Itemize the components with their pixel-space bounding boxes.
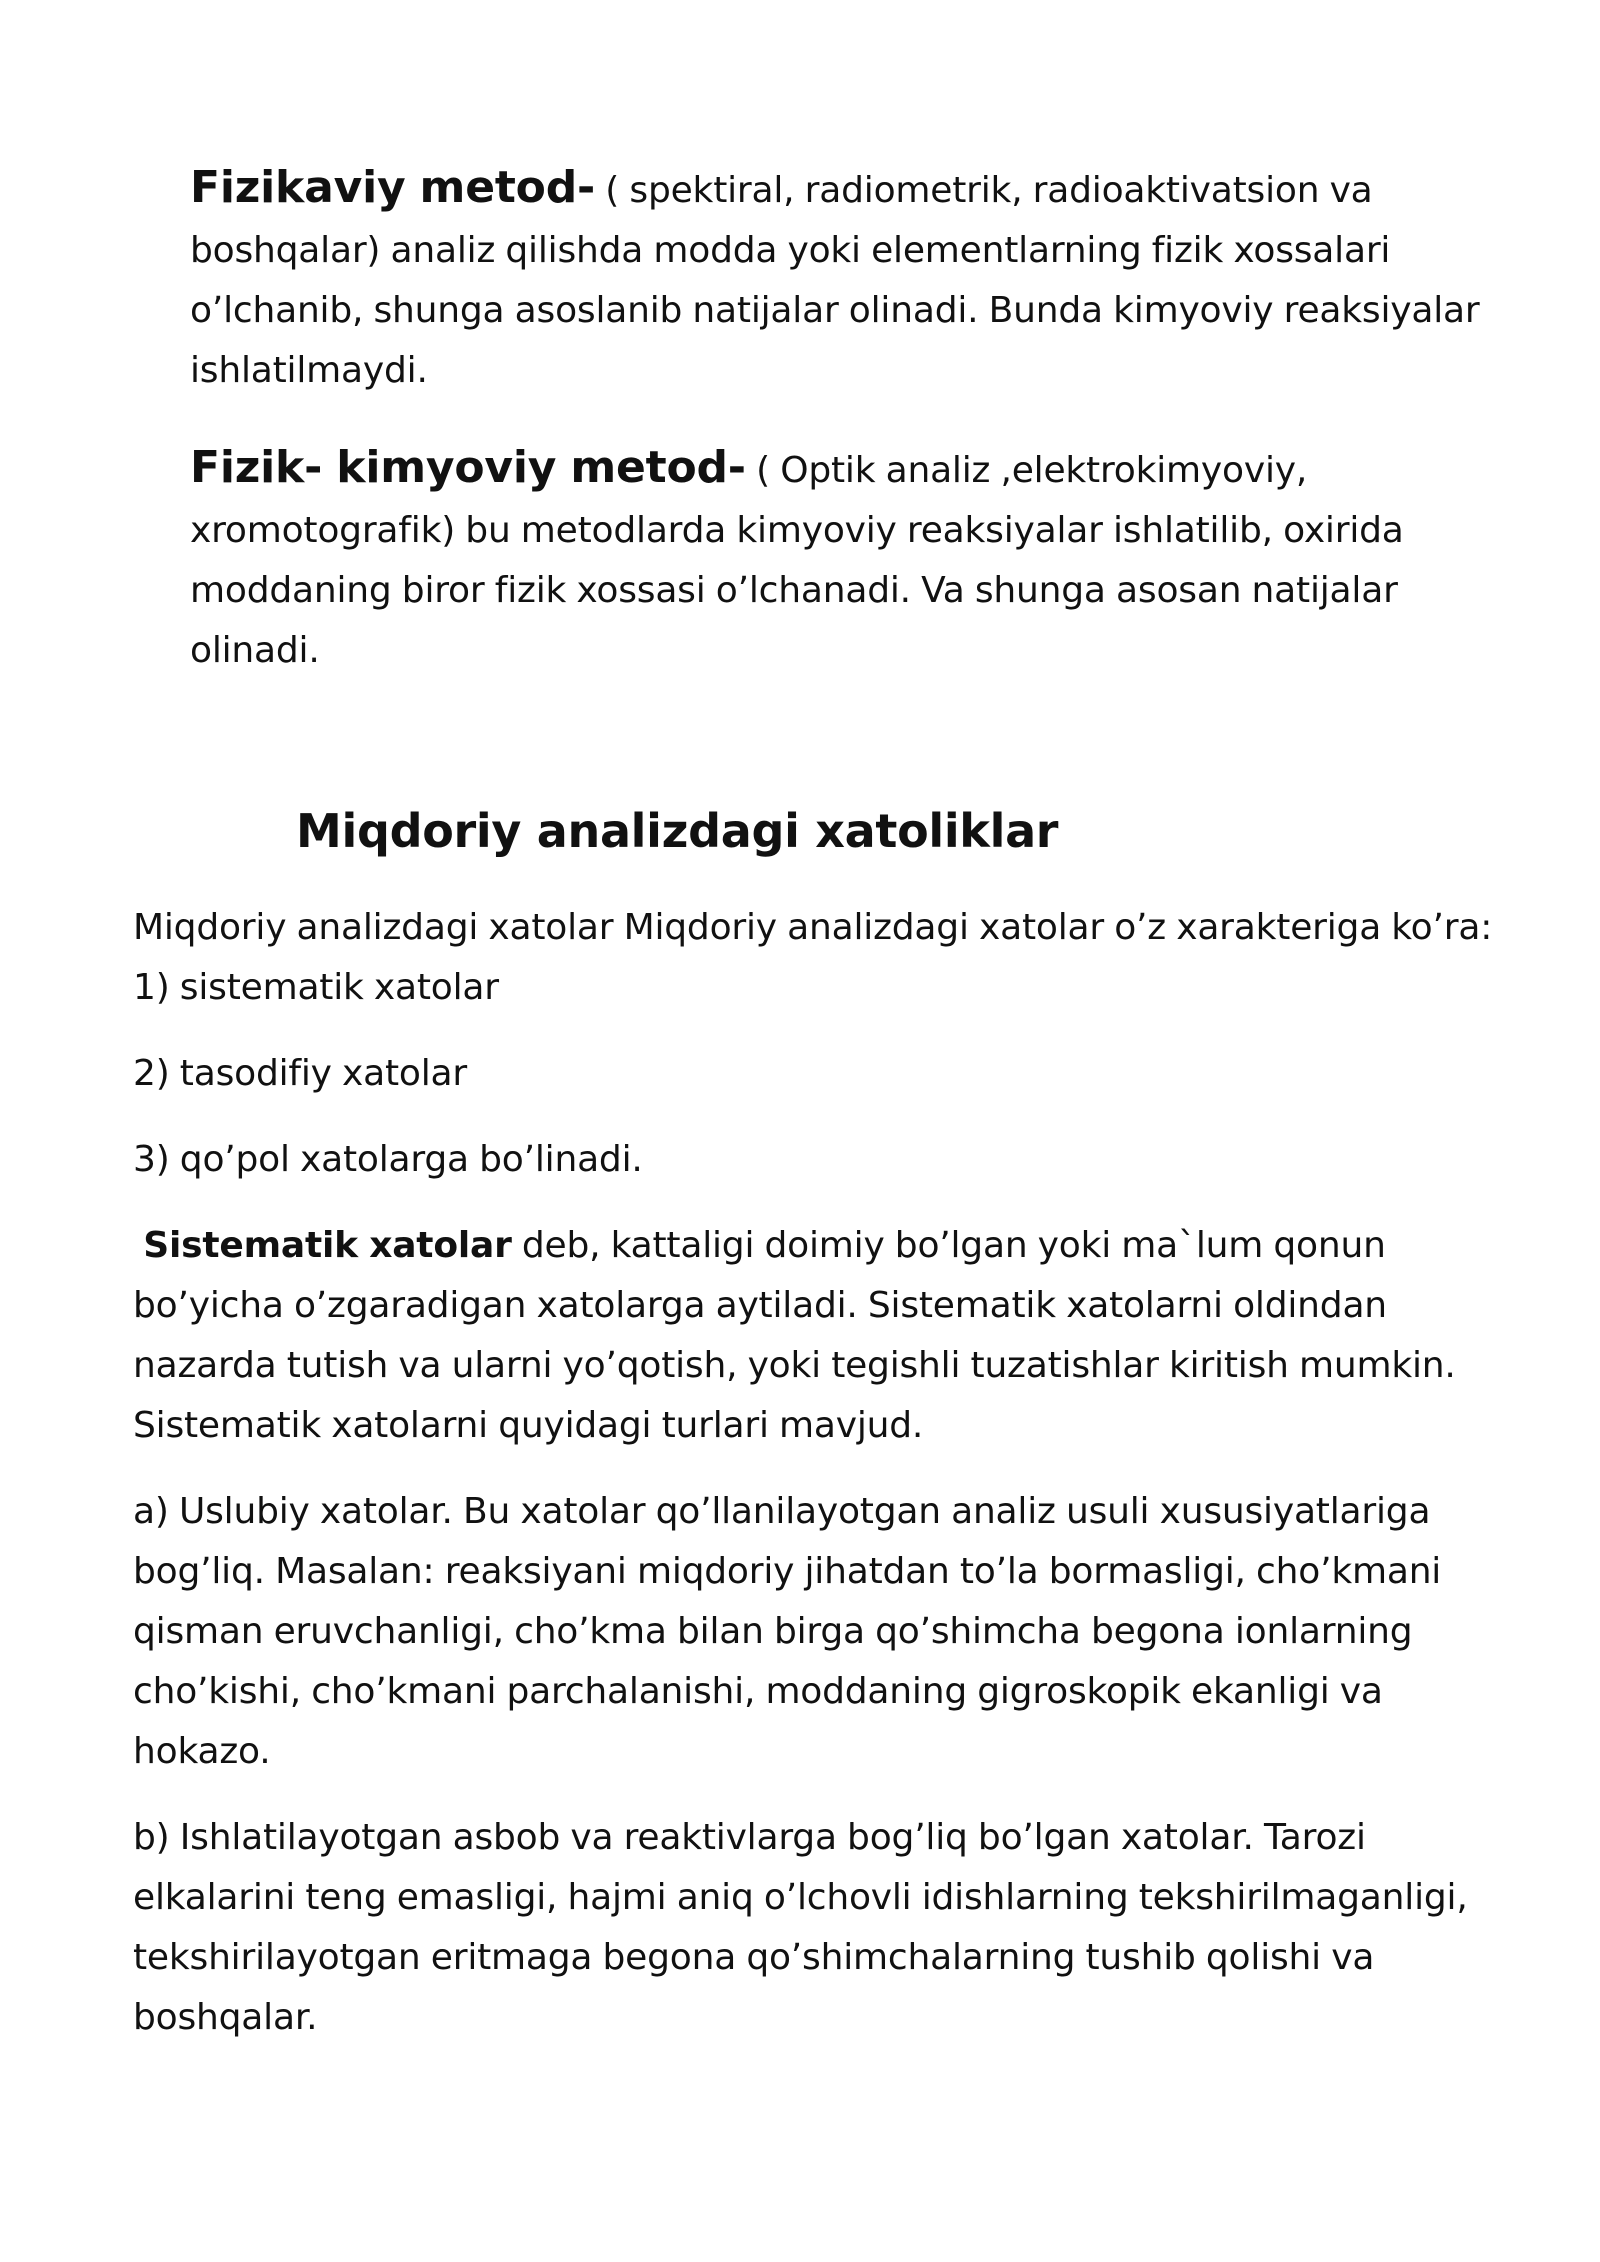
section-heading: Miqdoriy analizdagi xatoliklar: [296, 804, 1059, 858]
term-fizikaviy-metod: Fizikaviy metod-: [190, 162, 596, 213]
list-item-3: 3) qo’pol xatolarga bo’linadi.: [133, 1139, 643, 1180]
paragraph-item-b: b) Ishlatilayotgan asbob va reaktivlarga bog’liq bo’lgan xatolar. Tarozi elkalarini teng emasligi, hajmi aniq o’lchovli idishlarning tekshirilmaganligi, tekshirilayotgan eritmaga begona qo’shimchalarning tushib qolishi va boshqalar.: [133, 1817, 1468, 2038]
paragraph-fizik-kimyoviy-metod: [190, 438, 1490, 681]
paragraph-sistematik: [133, 1216, 1513, 1456]
paragraph-fizikaviy-metod: [190, 158, 1490, 401]
text-fizikaviy-metod: ( spektiral, radiometrik, radioaktivatsion va boshqalar) analiz qilishda modda yoki elementlarning fizik xossalari o’lchanib, shunga asoslanib natijalar olinadi. Bunda kimyoviy reaksiyalar ishlatilmaydi.: [190, 170, 1480, 391]
term-sistematik: Sistematik xatolar: [143, 1225, 512, 1266]
text-sistematik: deb, kattaligi doimiy bo’lgan yoki ma`lum qonun bo’yicha o’zgaradigan xatolarga aytiladi. Sistematik xatolarni oldindan nazarda tutish va ularni yo’qotish, yoki tegishli tuzatishlar kiritish mumkin. Sistematik xatolarni quyidagi turlari mavjud.: [133, 1225, 1456, 1446]
text-fizik-kimyoviy-metod: ( Optik analiz ,elektrokimyoviy, xromotografik) bu metodlarda kimyoviy reaksiyalar ishlatilib, oxirida moddaning biror fizik xossasi o’lchanadi. Va shunga asosan natijalar olinadi.: [190, 450, 1404, 671]
list-item-2: 2) tasodifiy xatolar: [133, 1053, 467, 1094]
intro-line: Miqdoriy analizdagi xatolar Miqdoriy analizdagi xatolar o’z xarakteriga ko’ra:: [133, 907, 1493, 948]
paragraph-item-a: a) Uslubiy xatolar. Bu xatolar qo’llanilayotgan analiz usuli xususiyatlariga bog’liq. Masalan: reaksiyani miqdoriy jihatdan to’la bormasligi, cho’kmani qisman eruvchanligi, cho’kma bilan birga qo’shimcha begona ionlarning cho’kishi, cho’kmani parchalanishi, moddaning gigroskopik ekanligi va hokazo.: [133, 1491, 1442, 1772]
list-item-1: 1) sistematik xatolar: [133, 967, 499, 1008]
paragraph-intro: [133, 898, 1513, 1018]
term-fizik-kimyoviy-metod: Fizik- kimyoviy metod-: [190, 442, 746, 493]
